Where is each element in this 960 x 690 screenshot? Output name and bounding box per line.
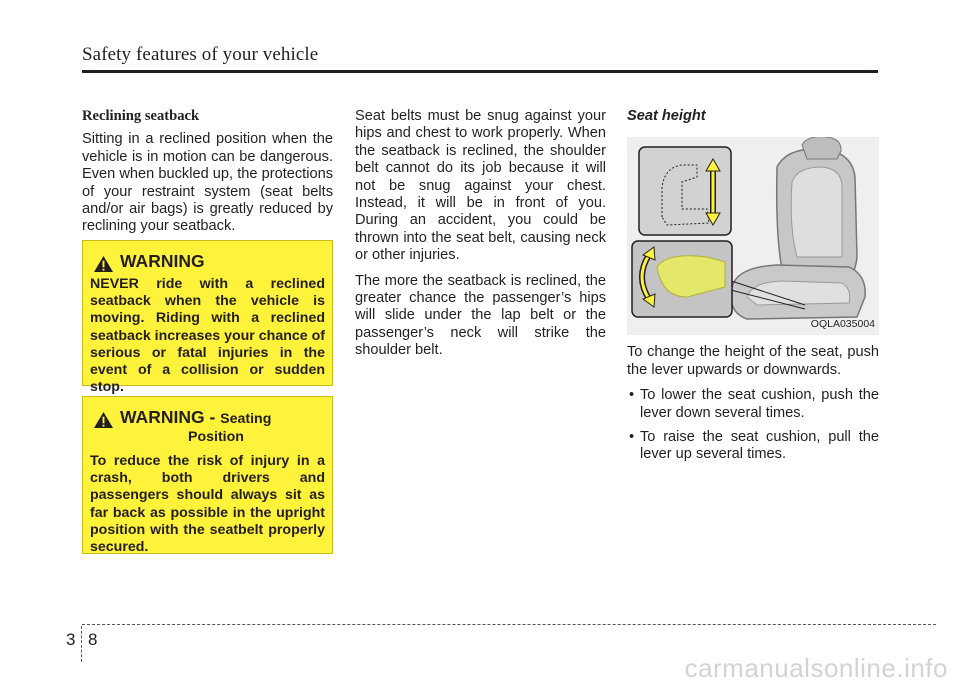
seat-illustration xyxy=(627,137,879,335)
seatbelt-paragraph-1: Seat belts must be snug against your hips and chest to work properly. When the seatback is reclined, the shoulder belt cannot do its job because it will not be snug against your chest. Instead, it will be in front of you. During an accident, you could be thrown into the seat belt, causing neck or other injuries. xyxy=(355,108,606,264)
column-3 xyxy=(627,108,879,471)
reclining-paragraph: Sitting in a reclined position when the vehicle is in motion can be dangerous. Even when buckled up, the protections of your restraint system (seat belts and/or air bags) is greatly reduced by reclining your seatback. xyxy=(82,131,333,235)
list-item: • To raise the seat cushion, pull the lever up several times. xyxy=(627,429,879,464)
header-rule xyxy=(82,70,878,73)
page-number-divider xyxy=(81,626,82,662)
warning-title-group xyxy=(120,407,271,428)
column-1 xyxy=(82,108,333,244)
warning-triangle-icon xyxy=(93,255,114,273)
warning-title: WARNING - xyxy=(120,407,221,427)
column-2 xyxy=(355,108,606,368)
warning-title: WARNING xyxy=(120,251,205,271)
page-header-title: Safety features of your vehicle xyxy=(82,44,319,65)
warning-header xyxy=(90,407,325,429)
seat-height-title: Seat height xyxy=(627,108,706,124)
warning-subtitle-line2: Position xyxy=(188,429,244,445)
warning-header xyxy=(90,251,325,273)
section-number: 3 xyxy=(66,630,76,649)
warning-subtitle-line1: Seating xyxy=(220,411,272,427)
seat-height-paragraph: To change the height of the seat, push the lever upwards or downwards. xyxy=(627,344,879,378)
figure-caption: OQLA035004 xyxy=(810,318,875,330)
list-item: • To lower the seat cushion, push the lever down several times. xyxy=(627,387,879,422)
seat-height-bullets xyxy=(627,387,879,464)
footer-rule xyxy=(82,624,936,625)
seat-height-figure xyxy=(627,137,879,335)
warning-triangle-icon xyxy=(93,411,114,429)
warning-body: To reduce the risk of injury in a crash, both drivers and passengers should always sit as far back as possible in the upright position with the seatbelt properly secured. xyxy=(90,453,325,556)
warning-box-reclined xyxy=(82,240,333,396)
watermark: carmanualsonline.info xyxy=(684,653,948,683)
warning-box-seating-position xyxy=(82,396,333,554)
reclining-seatback-heading: Reclining seatback xyxy=(82,108,200,124)
seatbelt-paragraph-2: The more the seatback is reclined, the greater chance the passenger’s hips will slide under the lap belt or the passenger’s neck will strike the shoulder belt. xyxy=(355,272,606,359)
warning-body: NEVER ride with a reclined seatback when the vehicle is moving. Riding with a reclined seatback increases your chance of serious or fatal injuries in the event of a collision or sudden stop. xyxy=(90,276,326,396)
page-number: 8 xyxy=(88,630,98,649)
